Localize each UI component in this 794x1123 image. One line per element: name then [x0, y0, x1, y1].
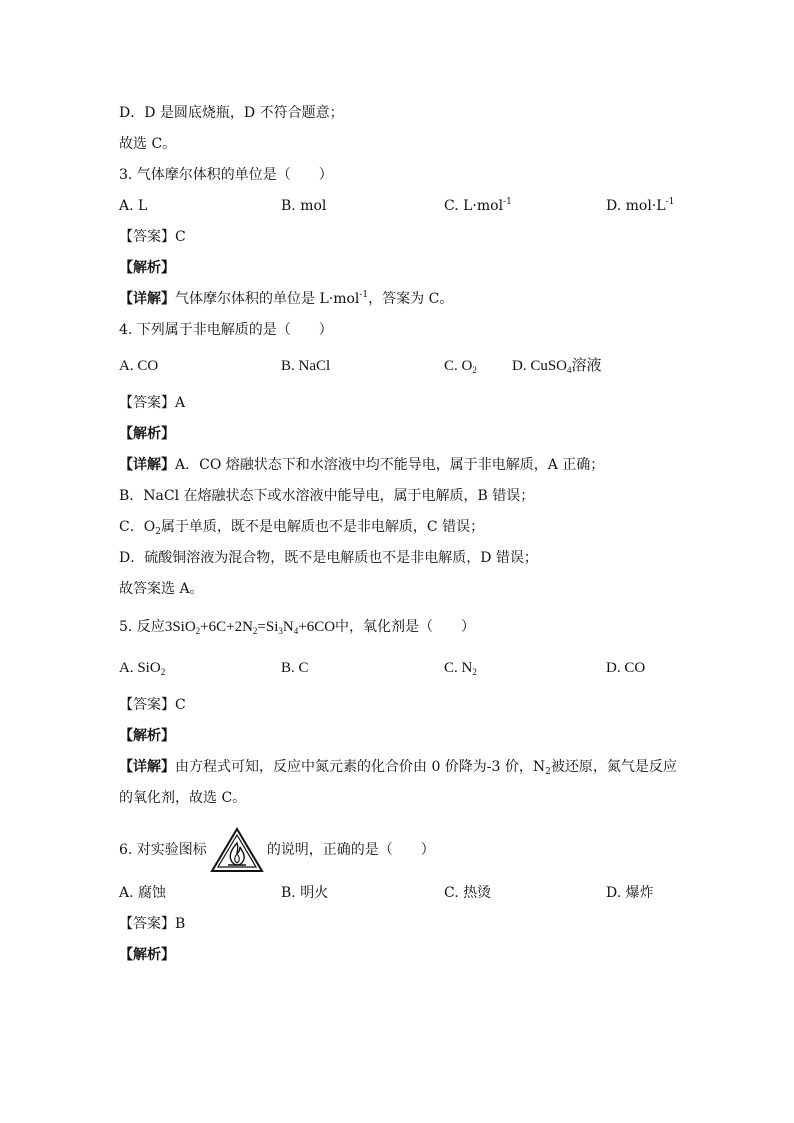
- q3-option-b: B. mol: [281, 198, 327, 214]
- answer-label: 【答案】C: [119, 697, 186, 713]
- explanation-line: 的氧化剂，故选 C。: [119, 790, 247, 806]
- flame-warning-icon: [209, 826, 265, 874]
- answer-label: 【答案】C: [119, 229, 186, 245]
- q6-option-c: C. 热烫: [444, 885, 492, 901]
- question-3-stem: 3. 气体摩尔体积的单位是（ ）: [119, 167, 333, 183]
- explanation-line: C．$O_2$属于单质，既不是电解质也不是非电解质，C 错误；: [119, 519, 485, 537]
- q4-option-c: C. $O_2$: [444, 358, 477, 375]
- explanation-line: 故答案选 A。: [119, 581, 204, 597]
- q5-equation: $3SiO_2+6C+2N_2=Si_3N_4+6CO$: [164, 619, 336, 636]
- text-line: D．D 是圆底烧瓶，D 不符合题意；: [119, 105, 344, 121]
- q6-option-d: D. 爆炸: [606, 885, 654, 901]
- q6-option-b: B. 明火: [281, 885, 329, 901]
- analysis-label: 【解析】: [119, 426, 175, 442]
- answer-label: 【答案】B: [119, 916, 186, 932]
- explanation-line: 【详解】由方程式可知，反应中氮元素的化合价由 0 价降为-3 价，$N_2$被还原，氮气是反应: [119, 759, 677, 777]
- explanation-line: 【详解】气体摩尔体积的单位是 L·mol$^{-1}$，答案为 C。: [119, 290, 454, 307]
- answer-label: 【答案】A: [119, 395, 186, 411]
- q5-option-b: B. C: [281, 660, 309, 676]
- q4-option-b: B. NaCl: [281, 358, 331, 374]
- question-4-stem: 4. 下列属于非电解质的是（ ）: [119, 322, 333, 338]
- q3-option-c: C. L·mol$^{-1}$: [444, 197, 512, 214]
- explanation-line: 【详解】A．CO 熔融状态下和水溶液中均不能导电，属于非电解质，A 正确；: [119, 457, 605, 473]
- analysis-label: 【解析】: [119, 260, 175, 276]
- q5-option-d: D. CO: [606, 660, 646, 676]
- analysis-label: 【解析】: [119, 728, 175, 744]
- q5-option-a: A. SiO$_2$: [119, 660, 166, 677]
- explanation-line: D．硫酸铜溶液为混合物，既不是电解质也不是非电解质，D 错误；: [119, 550, 538, 566]
- explanation-line: B．NaCl 在熔融状态下或水溶液中能导电，属于电解质，B 错误；: [119, 488, 535, 504]
- q3-option-d: D. $mol\cdot L^{-1}$: [606, 197, 675, 214]
- text-line: 故选 C。: [119, 136, 177, 152]
- q4-option-d: D. CuSO$_4$溶液: [512, 358, 602, 375]
- analysis-label: 【解析】: [119, 947, 175, 963]
- question-5-stem: 5. 反应$3SiO_2+6C+2N_2=Si_3N_4+6CO$中，氧化剂是（ ）: [119, 619, 476, 636]
- question-6-stem: 6. 对实验图标 的说明，正确的是（ ）: [119, 826, 435, 874]
- q6-option-a: A. 腐蚀: [119, 885, 167, 901]
- q4-option-a: A. CO: [119, 358, 159, 374]
- q5-option-c: C. $N_2$: [444, 660, 477, 677]
- q3-option-a: A. L: [119, 198, 148, 214]
